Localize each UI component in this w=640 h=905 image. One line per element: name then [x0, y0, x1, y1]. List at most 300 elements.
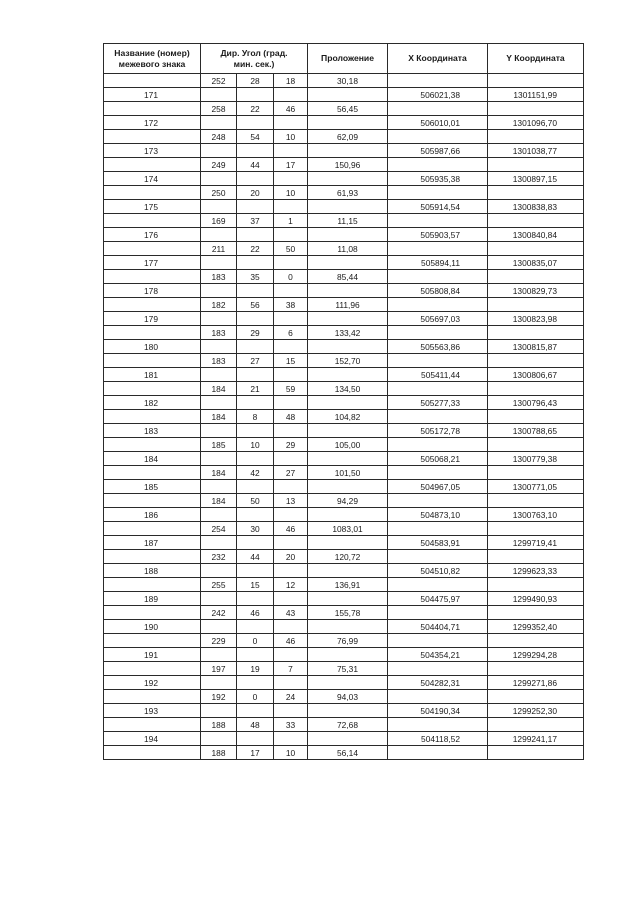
mark-name-cell: 187	[104, 536, 201, 550]
angle-degrees-cell: 249	[201, 158, 237, 172]
mark-name-cell: 171	[104, 88, 201, 102]
angle-degrees-cell: 232	[201, 550, 237, 564]
empty-cell	[388, 550, 488, 564]
empty-cell	[274, 88, 308, 102]
angle-degrees-cell: 182	[201, 298, 237, 312]
y-coordinate-cell: 1299623,33	[488, 564, 584, 578]
segment-row	[104, 382, 584, 396]
mark-name-cell: 175	[104, 200, 201, 214]
angle-seconds-cell: 1	[274, 214, 308, 228]
empty-cell	[104, 382, 201, 396]
angle-minutes-cell: 22	[237, 242, 274, 256]
mark-name-cell: 190	[104, 620, 201, 634]
y-coordinate-cell: 1300829,73	[488, 284, 584, 298]
angle-minutes-cell: 8	[237, 410, 274, 424]
segment-row	[104, 214, 584, 228]
mark-name-cell: 194	[104, 732, 201, 746]
x-coordinate-cell: 505894,11	[388, 256, 488, 270]
y-coordinate-cell: 1300838,83	[488, 200, 584, 214]
empty-cell	[308, 620, 388, 634]
empty-cell	[201, 200, 237, 214]
y-coordinate-cell: 1300779,38	[488, 452, 584, 466]
angle-degrees-cell: 255	[201, 578, 237, 592]
segment-row	[104, 326, 584, 340]
empty-cell	[308, 424, 388, 438]
empty-cell	[201, 88, 237, 102]
angle-minutes-cell: 28	[237, 74, 274, 88]
angle-seconds-cell: 46	[274, 522, 308, 536]
empty-cell	[237, 648, 274, 662]
length-cell: 152,70	[308, 354, 388, 368]
empty-cell	[274, 732, 308, 746]
empty-cell	[201, 368, 237, 382]
empty-cell	[274, 704, 308, 718]
col-header-x-coordinate: X Координата	[388, 44, 488, 74]
segment-row	[104, 130, 584, 144]
angle-minutes-cell: 37	[237, 214, 274, 228]
empty-cell	[488, 606, 584, 620]
empty-cell	[388, 382, 488, 396]
segment-row	[104, 74, 584, 88]
mark-name-cell: 192	[104, 676, 201, 690]
empty-cell	[388, 270, 488, 284]
length-cell: 11,15	[308, 214, 388, 228]
empty-cell	[388, 242, 488, 256]
point-row	[104, 732, 584, 746]
empty-cell	[104, 746, 201, 760]
empty-cell	[274, 676, 308, 690]
empty-cell	[237, 368, 274, 382]
empty-cell	[104, 242, 201, 256]
angle-seconds-cell: 10	[274, 186, 308, 200]
empty-cell	[104, 690, 201, 704]
empty-cell	[388, 158, 488, 172]
mark-name-cell: 176	[104, 228, 201, 242]
length-cell: 105,00	[308, 438, 388, 452]
point-row	[104, 256, 584, 270]
x-coordinate-cell: 504475,97	[388, 592, 488, 606]
empty-cell	[201, 564, 237, 578]
empty-cell	[488, 746, 584, 760]
angle-seconds-cell: 46	[274, 634, 308, 648]
angle-seconds-cell: 24	[274, 690, 308, 704]
empty-cell	[201, 480, 237, 494]
y-coordinate-cell: 1300823,98	[488, 312, 584, 326]
empty-cell	[388, 634, 488, 648]
empty-cell	[201, 508, 237, 522]
angle-degrees-cell: 250	[201, 186, 237, 200]
mark-name-cell: 174	[104, 172, 201, 186]
empty-cell	[488, 158, 584, 172]
empty-cell	[308, 452, 388, 466]
point-row	[104, 340, 584, 354]
empty-cell	[201, 172, 237, 186]
empty-cell	[104, 634, 201, 648]
empty-cell	[488, 74, 584, 88]
length-cell: 56,14	[308, 746, 388, 760]
angle-seconds-cell: 43	[274, 606, 308, 620]
point-row	[104, 88, 584, 102]
empty-cell	[104, 158, 201, 172]
empty-cell	[274, 144, 308, 158]
empty-cell	[237, 396, 274, 410]
angle-seconds-cell: 6	[274, 326, 308, 340]
y-coordinate-cell: 1301038,77	[488, 144, 584, 158]
y-coordinate-cell: 1301096,70	[488, 116, 584, 130]
y-coordinate-cell: 1300771,05	[488, 480, 584, 494]
empty-cell	[201, 228, 237, 242]
angle-minutes-cell: 0	[237, 634, 274, 648]
angle-seconds-cell: 48	[274, 410, 308, 424]
x-coordinate-cell: 504967,05	[388, 480, 488, 494]
length-cell: 56,45	[308, 102, 388, 116]
empty-cell	[308, 676, 388, 690]
empty-cell	[274, 284, 308, 298]
segment-row	[104, 522, 584, 536]
angle-minutes-cell: 50	[237, 494, 274, 508]
col-header-y-coordinate: Y Координата	[488, 44, 584, 74]
point-row	[104, 592, 584, 606]
mark-name-cell: 177	[104, 256, 201, 270]
empty-cell	[388, 690, 488, 704]
mark-name-cell: 191	[104, 648, 201, 662]
empty-cell	[237, 88, 274, 102]
col-header-direction-angle: Дир. Угол (град. мин. сек.)	[201, 44, 308, 74]
length-cell: 120,72	[308, 550, 388, 564]
empty-cell	[274, 368, 308, 382]
empty-cell	[274, 396, 308, 410]
point-row	[104, 620, 584, 634]
segment-row	[104, 438, 584, 452]
empty-cell	[201, 648, 237, 662]
empty-cell	[104, 74, 201, 88]
length-cell: 104,82	[308, 410, 388, 424]
angle-minutes-cell: 35	[237, 270, 274, 284]
empty-cell	[488, 270, 584, 284]
empty-cell	[388, 130, 488, 144]
angle-degrees-cell: 183	[201, 326, 237, 340]
angle-degrees-cell: 252	[201, 74, 237, 88]
empty-cell	[274, 480, 308, 494]
angle-degrees-cell: 197	[201, 662, 237, 676]
empty-cell	[201, 256, 237, 270]
point-row	[104, 228, 584, 242]
empty-cell	[201, 340, 237, 354]
empty-cell	[388, 578, 488, 592]
empty-cell	[201, 284, 237, 298]
angle-minutes-cell: 19	[237, 662, 274, 676]
empty-cell	[488, 550, 584, 564]
mark-name-cell: 189	[104, 592, 201, 606]
angle-degrees-cell: 211	[201, 242, 237, 256]
length-cell: 101,50	[308, 466, 388, 480]
empty-cell	[308, 592, 388, 606]
empty-cell	[201, 424, 237, 438]
empty-cell	[104, 718, 201, 732]
segment-row	[104, 606, 584, 620]
angle-seconds-cell: 20	[274, 550, 308, 564]
segment-row	[104, 354, 584, 368]
empty-cell	[201, 676, 237, 690]
empty-cell	[308, 340, 388, 354]
empty-cell	[274, 592, 308, 606]
empty-cell	[104, 270, 201, 284]
empty-cell	[274, 508, 308, 522]
empty-cell	[388, 466, 488, 480]
y-coordinate-cell: 1299241,17	[488, 732, 584, 746]
empty-cell	[274, 564, 308, 578]
segment-row	[104, 270, 584, 284]
angle-degrees-cell: 242	[201, 606, 237, 620]
angle-minutes-cell: 10	[237, 438, 274, 452]
segment-row	[104, 410, 584, 424]
empty-cell	[488, 326, 584, 340]
mark-name-cell: 184	[104, 452, 201, 466]
empty-cell	[104, 606, 201, 620]
angle-seconds-cell: 13	[274, 494, 308, 508]
angle-minutes-cell: 27	[237, 354, 274, 368]
empty-cell	[237, 116, 274, 130]
point-row	[104, 508, 584, 522]
empty-cell	[104, 662, 201, 676]
y-coordinate-cell: 1299252,30	[488, 704, 584, 718]
angle-seconds-cell: 17	[274, 158, 308, 172]
x-coordinate-cell: 504583,91	[388, 536, 488, 550]
length-cell: 136,91	[308, 578, 388, 592]
angle-degrees-cell: 188	[201, 746, 237, 760]
y-coordinate-cell: 1299352,40	[488, 620, 584, 634]
x-coordinate-cell: 505068,21	[388, 452, 488, 466]
angle-minutes-cell: 21	[237, 382, 274, 396]
x-coordinate-cell: 504354,21	[388, 648, 488, 662]
empty-cell	[308, 704, 388, 718]
point-row	[104, 396, 584, 410]
angle-seconds-cell: 10	[274, 746, 308, 760]
mark-name-cell: 173	[104, 144, 201, 158]
angle-seconds-cell: 18	[274, 74, 308, 88]
empty-cell	[308, 508, 388, 522]
angle-degrees-cell: 184	[201, 410, 237, 424]
empty-cell	[488, 410, 584, 424]
point-row	[104, 480, 584, 494]
empty-cell	[274, 172, 308, 186]
mark-name-cell: 178	[104, 284, 201, 298]
empty-cell	[237, 704, 274, 718]
x-coordinate-cell: 505563,86	[388, 340, 488, 354]
length-cell: 134,50	[308, 382, 388, 396]
empty-cell	[104, 494, 201, 508]
empty-cell	[237, 508, 274, 522]
angle-degrees-cell: 183	[201, 354, 237, 368]
empty-cell	[104, 102, 201, 116]
empty-cell	[308, 648, 388, 662]
empty-cell	[308, 564, 388, 578]
empty-cell	[308, 172, 388, 186]
length-cell: 61,93	[308, 186, 388, 200]
mark-name-cell: 182	[104, 396, 201, 410]
length-cell: 94,03	[308, 690, 388, 704]
col-header-mark-name: Название (номер) межевого знака	[104, 44, 201, 74]
x-coordinate-cell: 504118,52	[388, 732, 488, 746]
length-cell: 111,96	[308, 298, 388, 312]
length-cell: 30,18	[308, 74, 388, 88]
segment-row	[104, 242, 584, 256]
y-coordinate-cell: 1300788,65	[488, 424, 584, 438]
mark-name-cell: 179	[104, 312, 201, 326]
segment-row	[104, 690, 584, 704]
empty-cell	[104, 438, 201, 452]
x-coordinate-cell: 505914,54	[388, 200, 488, 214]
empty-cell	[308, 536, 388, 550]
angle-minutes-cell: 42	[237, 466, 274, 480]
empty-cell	[488, 298, 584, 312]
angle-minutes-cell: 44	[237, 158, 274, 172]
empty-cell	[274, 256, 308, 270]
y-coordinate-cell: 1301151,99	[488, 88, 584, 102]
length-cell: 75,31	[308, 662, 388, 676]
point-row	[104, 116, 584, 130]
y-coordinate-cell: 1300763,10	[488, 508, 584, 522]
empty-cell	[488, 186, 584, 200]
empty-cell	[274, 620, 308, 634]
x-coordinate-cell: 505411,44	[388, 368, 488, 382]
empty-cell	[488, 354, 584, 368]
empty-cell	[274, 424, 308, 438]
segment-row	[104, 158, 584, 172]
empty-cell	[201, 452, 237, 466]
empty-cell	[308, 480, 388, 494]
segment-row	[104, 634, 584, 648]
length-cell: 62,09	[308, 130, 388, 144]
empty-cell	[308, 228, 388, 242]
empty-cell	[308, 116, 388, 130]
boundary-coordinates-table	[103, 43, 584, 760]
empty-cell	[201, 592, 237, 606]
angle-degrees-cell: 248	[201, 130, 237, 144]
angle-minutes-cell: 17	[237, 746, 274, 760]
empty-cell	[201, 536, 237, 550]
x-coordinate-cell: 505987,66	[388, 144, 488, 158]
y-coordinate-cell: 1300840,84	[488, 228, 584, 242]
angle-degrees-cell: 183	[201, 270, 237, 284]
empty-cell	[388, 326, 488, 340]
point-row	[104, 564, 584, 578]
segment-row	[104, 186, 584, 200]
empty-cell	[308, 284, 388, 298]
segment-row	[104, 550, 584, 564]
y-coordinate-cell: 1300806,67	[488, 368, 584, 382]
x-coordinate-cell: 504873,10	[388, 508, 488, 522]
empty-cell	[274, 452, 308, 466]
point-row	[104, 368, 584, 382]
mark-name-cell: 181	[104, 368, 201, 382]
empty-cell	[488, 690, 584, 704]
point-row	[104, 144, 584, 158]
point-row	[104, 172, 584, 186]
empty-cell	[488, 466, 584, 480]
empty-cell	[308, 256, 388, 270]
empty-cell	[488, 522, 584, 536]
angle-minutes-cell: 20	[237, 186, 274, 200]
empty-cell	[308, 396, 388, 410]
x-coordinate-cell: 505277,33	[388, 396, 488, 410]
angle-degrees-cell: 192	[201, 690, 237, 704]
empty-cell	[237, 620, 274, 634]
empty-cell	[237, 592, 274, 606]
angle-degrees-cell: 188	[201, 718, 237, 732]
empty-cell	[488, 578, 584, 592]
angle-minutes-cell: 44	[237, 550, 274, 564]
angle-minutes-cell: 22	[237, 102, 274, 116]
x-coordinate-cell: 505935,38	[388, 172, 488, 186]
point-row	[104, 200, 584, 214]
angle-minutes-cell: 15	[237, 578, 274, 592]
mark-name-cell: 186	[104, 508, 201, 522]
empty-cell	[237, 732, 274, 746]
empty-cell	[237, 676, 274, 690]
point-row	[104, 648, 584, 662]
angle-seconds-cell: 29	[274, 438, 308, 452]
empty-cell	[237, 480, 274, 494]
empty-cell	[388, 662, 488, 676]
segment-row	[104, 746, 584, 760]
angle-minutes-cell: 48	[237, 718, 274, 732]
empty-cell	[274, 536, 308, 550]
angle-seconds-cell: 33	[274, 718, 308, 732]
empty-cell	[237, 424, 274, 438]
empty-cell	[488, 634, 584, 648]
empty-cell	[274, 228, 308, 242]
y-coordinate-cell: 1300835,07	[488, 256, 584, 270]
empty-cell	[104, 522, 201, 536]
empty-cell	[488, 242, 584, 256]
length-cell: 72,68	[308, 718, 388, 732]
mark-name-cell: 183	[104, 424, 201, 438]
empty-cell	[308, 312, 388, 326]
empty-cell	[308, 732, 388, 746]
empty-cell	[237, 340, 274, 354]
angle-seconds-cell: 15	[274, 354, 308, 368]
mark-name-cell: 172	[104, 116, 201, 130]
empty-cell	[488, 494, 584, 508]
empty-cell	[201, 312, 237, 326]
point-row	[104, 536, 584, 550]
coordinates-sheet	[103, 43, 584, 760]
empty-cell	[104, 354, 201, 368]
empty-cell	[388, 522, 488, 536]
empty-cell	[388, 102, 488, 116]
x-coordinate-cell: 506021,38	[388, 88, 488, 102]
segment-row	[104, 662, 584, 676]
segment-row	[104, 466, 584, 480]
y-coordinate-cell: 1300815,87	[488, 340, 584, 354]
segment-row	[104, 494, 584, 508]
empty-cell	[237, 452, 274, 466]
empty-cell	[104, 326, 201, 340]
segment-row	[104, 718, 584, 732]
empty-cell	[308, 368, 388, 382]
angle-seconds-cell: 7	[274, 662, 308, 676]
x-coordinate-cell: 504190,34	[388, 704, 488, 718]
x-coordinate-cell: 504404,71	[388, 620, 488, 634]
empty-cell	[388, 410, 488, 424]
point-row	[104, 312, 584, 326]
angle-seconds-cell: 59	[274, 382, 308, 396]
segment-row	[104, 102, 584, 116]
x-coordinate-cell: 505172,78	[388, 424, 488, 438]
segment-row	[104, 298, 584, 312]
empty-cell	[201, 732, 237, 746]
